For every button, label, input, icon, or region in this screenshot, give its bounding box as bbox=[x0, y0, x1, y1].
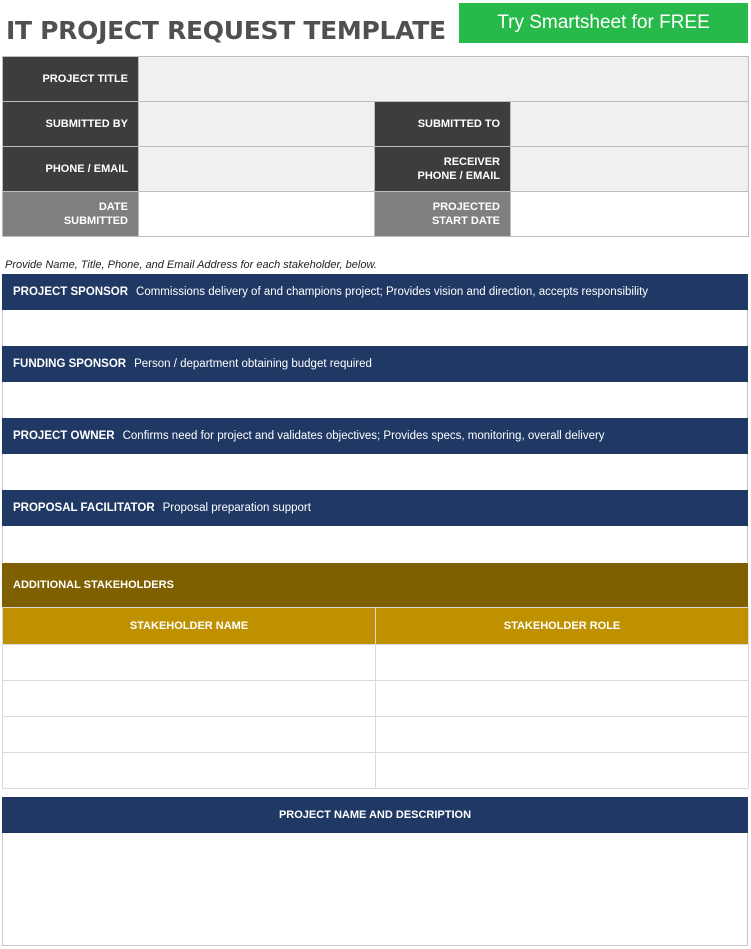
date-row bbox=[3, 192, 749, 237]
stakeholder-role-cell[interactable] bbox=[376, 717, 749, 753]
stakeholder-name-cell[interactable] bbox=[3, 645, 376, 681]
funding-sponsor-title: FUNDING SPONSOR bbox=[13, 358, 127, 370]
table-row bbox=[3, 645, 749, 681]
submitted-row bbox=[3, 102, 749, 147]
submitted-by-field[interactable] bbox=[139, 102, 375, 147]
funding-sponsor-header bbox=[2, 346, 748, 382]
project-sponsor-title: PROJECT SPONSOR bbox=[13, 286, 129, 298]
project-sponsor-field[interactable] bbox=[2, 310, 748, 346]
project-owner-header bbox=[2, 418, 748, 454]
receiver-phone-email-label: RECEIVER PHONE / EMAIL bbox=[375, 147, 511, 192]
proposal-facilitator-header bbox=[2, 490, 748, 526]
project-owner-title: PROJECT OWNER bbox=[13, 430, 115, 442]
stakeholders-table bbox=[2, 607, 749, 789]
proposal-facilitator-description: Proposal preparation support bbox=[162, 502, 311, 514]
funding-sponsor-field[interactable] bbox=[2, 382, 748, 418]
project-description-title: PROJECT NAME AND DESCRIPTION bbox=[278, 809, 472, 821]
project-sponsor-header bbox=[2, 274, 748, 310]
stakeholder-role-cell[interactable] bbox=[376, 645, 749, 681]
stakeholder-role-cell[interactable] bbox=[376, 753, 749, 789]
stakeholder-role-cell[interactable] bbox=[376, 681, 749, 717]
project-description-field[interactable] bbox=[2, 833, 748, 946]
project-owner-field[interactable] bbox=[2, 454, 748, 490]
project-title-label: PROJECT TITLE bbox=[3, 57, 139, 102]
proposal-facilitator-field[interactable] bbox=[2, 526, 748, 562]
receiver-phone-email-field[interactable] bbox=[511, 147, 749, 192]
project-owner-description: Confirms need for project and validates objectives; Provides specs, monitoring, overall delivery bbox=[122, 430, 605, 442]
page-title: IT PROJECT REQUEST TEMPLATE bbox=[6, 16, 446, 45]
date-submitted-field[interactable] bbox=[139, 192, 375, 237]
additional-stakeholders-title: ADDITIONAL STAKEHOLDERS bbox=[13, 579, 174, 591]
phone-email-label: PHONE / EMAIL bbox=[3, 147, 139, 192]
stakeholder-name-cell[interactable] bbox=[3, 717, 376, 753]
stakeholder-name-column-header: STAKEHOLDER NAME bbox=[3, 608, 376, 645]
additional-stakeholders-header bbox=[2, 563, 748, 607]
project-sponsor-description: Commissions delivery of and champions project; Provides vision and direction, accepts responsibility bbox=[136, 286, 649, 298]
table-row bbox=[3, 753, 749, 789]
projected-start-date-label: PROJECTED START DATE bbox=[375, 192, 511, 237]
stakeholder-name-cell[interactable] bbox=[3, 753, 376, 789]
project-title-row bbox=[3, 57, 749, 102]
table-row bbox=[3, 717, 749, 753]
submitted-to-field[interactable] bbox=[511, 102, 749, 147]
stakeholder-instructions: Provide Name, Title, Phone, and Email Address for each stakeholder, below. bbox=[5, 259, 377, 271]
projected-start-date-field[interactable] bbox=[511, 192, 749, 237]
stakeholders-column-header-row bbox=[3, 608, 749, 645]
submitted-by-label: SUBMITTED BY bbox=[3, 102, 139, 147]
date-submitted-label: DATE SUBMITTED bbox=[3, 192, 139, 237]
stakeholder-name-cell[interactable] bbox=[3, 681, 376, 717]
funding-sponsor-description: Person / department obtaining budget required bbox=[134, 358, 372, 370]
project-description-header bbox=[2, 797, 748, 833]
project-info-table bbox=[2, 56, 749, 237]
submitted-to-label: SUBMITTED TO bbox=[375, 102, 511, 147]
stakeholder-role-column-header: STAKEHOLDER ROLE bbox=[376, 608, 749, 645]
contact-row bbox=[3, 147, 749, 192]
phone-email-field[interactable] bbox=[139, 147, 375, 192]
proposal-facilitator-title: PROPOSAL FACILITATOR bbox=[13, 502, 155, 514]
project-title-field[interactable] bbox=[139, 57, 749, 102]
table-row bbox=[3, 681, 749, 717]
try-smartsheet-button[interactable]: Try Smartsheet for FREE bbox=[459, 3, 748, 43]
